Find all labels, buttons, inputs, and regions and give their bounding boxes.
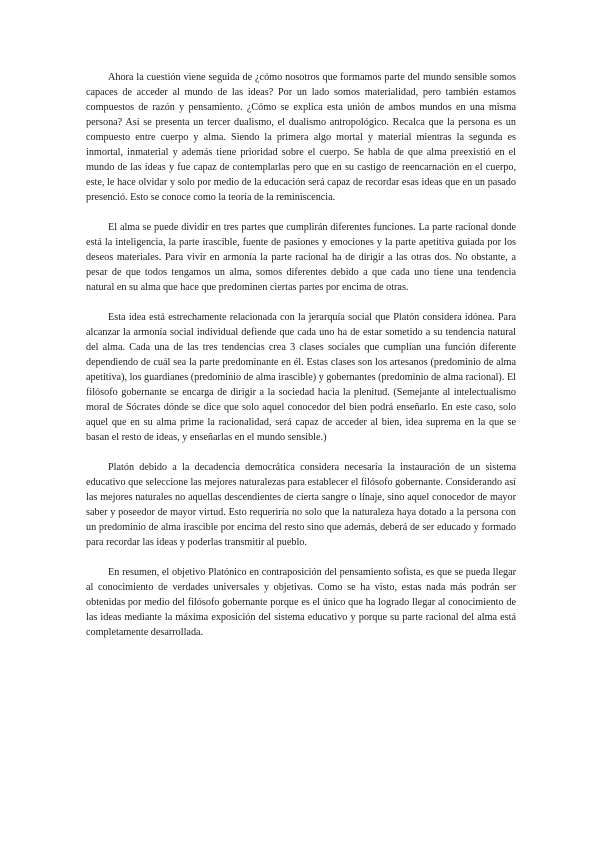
paragraph-sistema-educativo: Platón debido a la decadencia democrática considera necesaria la instauración de un sistema educativo que seleccione las mejores naturalezas para establecer el filósofo gobernante. Considerando así las mejores naturales no aquellas descendientes de cierta sangre o linaje, sino aquel conocedor de mayor saber y poseedor de mayor virtud. Esto requeriría no solo que la naturaleza haya dotado a la persona con un predominio de alma irascible por encima del resto sino que además, deberá de ser educado y formado para recordar las ideas y poderlas transmitir al pueblo. xyxy=(86,462,516,548)
paragraph-jerarquia-social: Esta idea está estrechamente relacionada con la jerarquía social que Platón considera idónea. Para alcanzar la armonía social individual defiende que cada uno ha de estar sometido a su tendencia natural del alma. Cada una de las tres tendencias crea 3 clases sociales que cumplían una función diferente dependiendo de cuál sea la parte predominante en él. Estas clases son los artesanos (predominio de alma apetitiva), los guardianes (predominio de alma irascible) y gobernantes (predominio de alma racional). El filósofo gobernante se encarga de dirigir a la sociedad hacia la plenitud. (Semejante al intelectualismo moral de Sócrates dónde se dice que solo aquel conocedor del bien podrá enseñarlo. En este caso, solo aquel que en su alma prime la racionalidad, será capaz de acceder al bien, idea suprema en la que se basan el resto de ideas, y enseñarlas en el mundo sensible.) xyxy=(86,312,516,443)
paragraph-resumen: En resumen, el objetivo Platónico en contraposición del pensamiento sofista, es que se pueda llegar al conocimiento de verdades universales y objetivas. Como se ha visto, estas nada más podrán ser obtenidas por medio del filósofo gobernante porque es el único que ha logrado llegar al conocimiento de las ideas mediante la máxima exposición del sistema educativo y porque su parte racional del alma está completamente desarrollada. xyxy=(86,567,516,638)
paragraph-dualismo-antropologico: Ahora la cuestión viene seguida de ¿cómo nosotros que formamos parte del mundo sensible somos capaces de acceder al mundo de las ideas? Por un lado somos materialidad, pero también estamos compuestos de razón y pensamiento. ¿Cómo se explica esta unión de ambos mundos en una misma persona? Así se presenta un tercer dualismo, el dualismo antropológico. Recalca que la persona es un compuesto entre cuerpo y alma. Siendo la primera algo mortal y material mientras la segunda es inmortal, inmaterial y además tiene prioridad sobre el cuerpo. Se habla de que alma preexistió en el mundo de las ideas y fue capaz de contemplarlas pero que en su castigo de reencarnación en el cuerpo, este, le hace olvidar y solo por medio de la educación será capaz de recordar esas ideas que en un pasado presenció. Esto se conoce como la teoría de la reminiscencia. xyxy=(86,72,516,203)
paragraph-partes-del-alma: El alma se puede dividir en tres partes que cumplirán diferentes funciones. La parte racional donde está la inteligencia, la parte irascible, fuente de pasiones y emociones y la parte apetitiva guiada por los deseos materiales. Para vivir en armonía la parte racional ha de dirigir a las otras dos. No obstante, a pesar de que todos tengamos un alma, somos diferentes debido a que cada uno tiene una tendencia natural en su alma que hace que predominen ciertas partes por encima de otras. xyxy=(86,222,516,293)
document-body xyxy=(86,70,516,655)
